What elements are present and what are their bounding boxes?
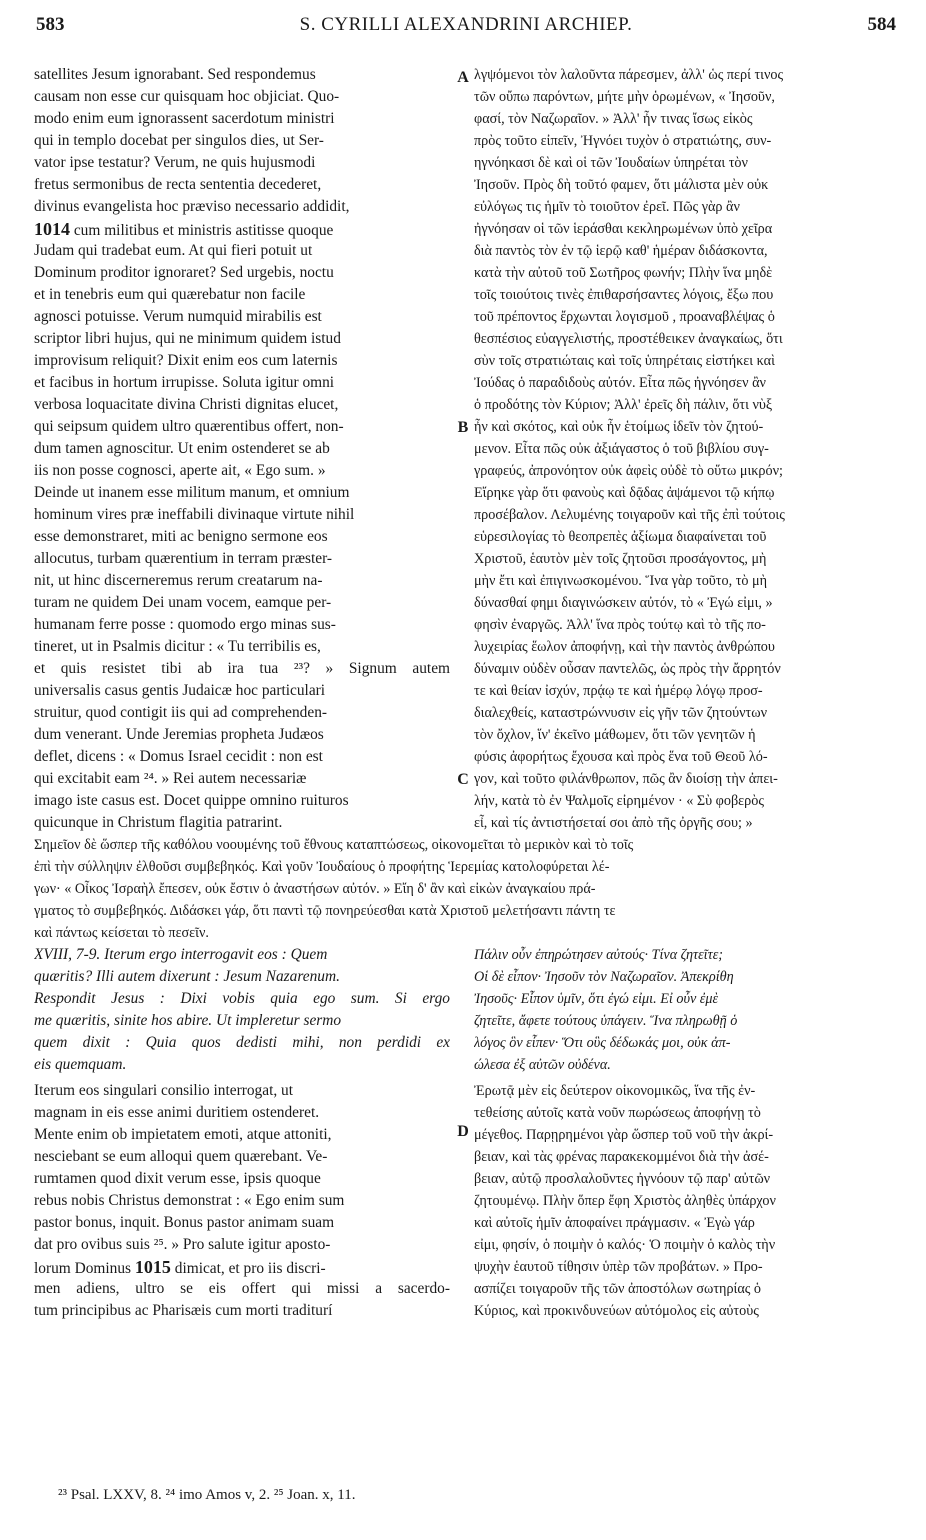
latin-text-line: Mente enim ob impietatem emoti, atque attoniti, [34,1126,332,1143]
latin-text-line: tum principibus ac Pharisæis cum morti traditurí [34,1302,333,1319]
greek-text-line: Ἰησοῦν. Πρὸς δὴ τοῦτό φαμεν, ὅτι μάλιστα μὲν οὐκ [474,177,769,193]
latin-text-line: pastor bonus, inquit. Bonus pastor animam suam [34,1214,335,1231]
greek-lemma-line: ζητεῖτε, ἄφετε τούτους ὑπάγειν. Ἵνα πληρωθῇ ὁ [474,1013,738,1029]
greek-text-line: ψυχὴν ἑαυτοῦ τίθησιν ὑπὲρ τῶν προβάτων. » Προ- [474,1259,763,1275]
greek-lemma-line: Πάλιν οὖν ἐπηρώτησεν αὐτούς· Τίνα ζητεῖτε; [474,947,724,963]
latin-text-line: struitur, quod contigit iis qui ad comprehenden- [34,704,328,721]
latin-text-line: allocutus, turbam quærentium in terram præster- [34,550,333,567]
greek-text-line: Σημεῖον δὲ ὥσπερ τῆς καθόλου νοουμένης τοῦ ἔθνους καταπτώσεως, οἰκονομεῖται τὸ μερικὸν καὶ τὸ τοῖς [34,837,634,853]
greek-text-line: Εἴρηκε γὰρ ὅτι φανοὺς καὶ δᾷδας ἀψάμενοι τῷ κήπῳ [474,485,775,501]
greek-lemma [474,944,898,1076]
latin-text-line: nesciebant se eum alloqui quem quærebant. Ve- [34,1148,328,1165]
latin-text-line: dum venerant. Unde Jeremias propheta Judæos [34,726,324,743]
latin-text-line: turam ne quidem Dei unam vocem, eamque per- [34,594,332,611]
latin-column-lower [34,1080,452,1322]
latin-text-line: men adiens, ultro se eis offert qui missi a sacerdo- [34,1280,450,1297]
latin-text-line: fretus sermonibus de recta sententia decederet, [34,176,322,193]
greek-text-line: γματος τὸ συμβεβηκός. Διδάσκει γάρ, ὅτι παντὶ τῷ πονηρεύεσθαι κατὰ Χριστοῦ μελετήσαντι πάντη τε [34,903,616,919]
greek-text-line: τε καὶ θείαν ἰσχύν, πρᾴῳ τε καὶ ἡμέρῳ λόγῳ προσ- [474,683,763,699]
greek-text-line: δύνασθαί φημι διαγινώσκειν αὐτόν, τὸ « Ἐγώ εἰμι, » [474,595,773,611]
greek-text-line: γραφεύς, ἀπρονόητον οὐκ ἀφεὶς οὐδὲ τὸ οὕτω μικρόν; [474,463,783,479]
latin-lemma [34,944,452,1076]
greek-column-lower [474,1080,898,1322]
latin-text-line: qui seipsum quidem ultro quærentibus offert, non- [34,418,344,435]
latin-text-line: Judam qui tradebat eum. At qui fieri potuit ut [34,242,313,259]
greek-text-line: φύσις ἀφορήτως ἔχουσα καὶ πρὸς ἕνα τοῦ Θεοῦ λό- [474,749,768,765]
greek-text-line: Ἰούδας ὁ παραδιδοὺς αὐτόν. Εἶτα πῶς ἠγνόησεν ἂν [474,375,766,391]
greek-text-line: εὑρεσιλογίας τὸ θεοπρεπὲς ἀξίωμα διαφαίνεται τοῦ [474,529,767,545]
greek-lemma-line: ώλεσα ἐξ αὐτῶν οὐδένα. [474,1057,611,1073]
latin-text-line: qui in templo docebat per singulos dies, ut Ser- [34,132,324,149]
page-header [36,14,896,40]
margin-marker-d: D [457,1123,469,1140]
latin-text-line: 1014 cum militibus et ministris astitisse quoque [34,219,334,239]
greek-text-line: προσέβαλον. Λελυμένης τοιγαροῦν καὶ τῆς ἐπὶ τούτοις [474,507,785,523]
latin-text-line: qui excitabit eam ²⁴. » Rei autem necessariæ [34,770,307,787]
latin-text-line: improvisum reliquit? Dixit enim eos cum laternis [34,352,338,369]
latin-text-line: et quis resistet tibi ab ira tua ²³? » Signum autem [34,660,450,677]
greek-full-width-paragraph [34,834,896,944]
latin-text-line: rumtamen quod dixit verum esse, ipsis quoque [34,1170,321,1187]
latin-text-line: et in tenebris eum qui quærebatur non facile [34,286,306,303]
column-number: 1015 [134,1257,171,1277]
greek-text-line: μενον. Εἶτα πῶς οὐκ ἀξιάγαστος ὁ τοῦ βιβλίου συγ- [474,441,769,457]
latin-text-line: agnosci potuisse. Verum numquid mirabilis est [34,308,322,325]
greek-text-line: διαλεχθείς, καταστρώννυσιν εἰς γῆν τῶν ζητούντων [474,705,768,721]
greek-text-line: δύναμιν οὐδὲν οὖσαν παντελῶς, ὡς πρὸς τὴν ἄρρητόν [474,661,781,677]
greek-text-line: εἰμι, φησίν, ὁ ποιμὴν ὁ καλός· Ὁ ποιμὴν ὁ καλὸς τὴν [474,1237,776,1253]
latin-column-upper [34,64,452,834]
greek-text-line: λήν, κατὰ τὸ ἐν Ψαλμοῖς εἰρημένον · « Σὺ φοβερὸς [474,793,764,809]
greek-text-line: τὸν ὄχλον, ἵν' ἐκεῖνο μάθωμεν, ὅτι τῶν γενητῶν ἡ [474,727,756,743]
latin-text-line: lorum Dominus 1015 dimicat, et pro iis discri- [34,1257,326,1277]
latin-text-line: satellites Jesum ignorabant. Sed respondemus [34,66,316,83]
latin-text-line: rebus nobis Christus demonstrat : « Ego enim sum [34,1192,345,1209]
latin-text-line: imago iste casus est. Docet quippe omnino ruituros [34,792,349,809]
latin-text-line: esse demonstraret, miti ac benigno sermone eos [34,528,328,545]
greek-text-line: Χριστοῦ, ἑαυτὸν μὲν τοῖς ζητοῦσι προσάγοντος, μὴ [474,551,767,567]
greek-text-line: τοῦ πρέποντος ἔρχωνται λογισμοῦ , προαναβλέψας ὁ [474,309,775,325]
margin-marker-a: A [457,69,469,86]
greek-text-line: εἶ, καὶ τίς ἀντιστήσεταί σοι ἀπὸ τῆς ὀργῆς σου; » [474,815,753,831]
greek-text-line: βειαν, αὐτῷ προσλαλοῦντες ἠγνόουν τῷ παρ' αὐτῶν [474,1171,771,1187]
latin-lemma-line: XVIII, 7-9. Iterum ergo interrogavit eos : Quem [34,946,328,963]
greek-text-line: γον, καὶ τοῦτο φιλάνθρωπον, πῶς ἂν διοίσῃ τὴν ἀπει- [474,771,778,787]
greek-lemma-line: λόγος ὃν εἶπεν· Ὅτι οὓς δέδωκάς μοι, οὐκ ἀπ- [474,1035,731,1051]
greek-text-line: ἦν καὶ σκότος, καὶ οὐκ ἦν ἑτοίμως ἰδεῖν τὸν ζητού- [474,419,764,435]
latin-lemma-line: quem dixit : Quia quos dedisti mihi, non perdidi ex [34,1034,450,1051]
latin-text-line: Dominum proditor ignoraret? Sed urgebis, noctu [34,264,334,281]
greek-text-line: ηγνόηκασι δὲ καὶ οἱ τῶν Ἰουδαίων ὑπηρέται τὸν [474,155,748,171]
latin-text-line: quicunque in Christum flagitia patrarint. [34,814,283,831]
greek-text-line: τοῖς τοιούτοις τινὲς ἐπιθαρσήσαντες λόγοις, ἔξω που [474,287,774,303]
latin-text-line: Deinde ut inanem esse militum manum, et omnium [34,484,350,501]
greek-text-line: φασί, τὸν Ναζωραῖον. » Ἀλλ' ἦν τινας ἴσως εἰκὸς [474,111,753,127]
latin-text-line: verbosa loquacitate divina Christi dignitas elucet, [34,396,339,413]
page-number-right: 584 [867,14,896,35]
latin-text-line: tineret, ut in Psalmis dicitur : « Tu terribilis es, [34,638,321,655]
running-title: S. CYRILLI ALEXANDRINI ARCHIEP. [299,14,633,35]
greek-text-line: σὺν τοῖς στρατιώταις καὶ τοῖς ὑπηρέταις εἱστήκει καὶ [474,353,775,369]
latin-text-line: nit, ut hinc discerneremus rerum creatarum na- [34,572,323,589]
footnotes: ²³ Psal. LXXV, 8. ²⁴ imo Amos v, 2. ²⁵ Joan. x, 11. [58,1487,356,1503]
greek-text-line: Κύριος, καὶ προκινδυνεύων αὐτόμολος εἰς αὐτοὺς [474,1303,759,1319]
greek-lemma-line: Ἰησοῦς· Εἶπον ὑμῖν, ὅτι ἐγώ εἰμι. Εἰ οὖν ἐμὲ [474,991,719,1007]
latin-lemma-line: Respondit Jesus : Dixi vobis quia ego sum. Si ergo [34,990,450,1007]
latin-text-line: iis non posse cognosci, aperte ait, « Ego sum. » [34,462,326,479]
greek-text-line: θεσπέσιος εὐαγγελιστής, προστέθεικεν ἀναγκαίως, ὅτι [474,331,783,347]
greek-text-line: μὴν ἔτι καὶ ἐπιγινωσκομένου. Ἵνα γὰρ τοῦτο, τὸ μὴ [474,573,768,589]
latin-text-line: hominum vires præ ineffabili divinaque virtute nihil [34,506,355,523]
latin-text-line: modo enim eum ignorassent sacerdotum ministri [34,110,335,127]
greek-text-line: μέγεθος. Παρῃρημένοι γὰρ ὥσπερ τοῦ νοῦ τὴν ἀκρί- [474,1127,774,1143]
greek-column-upper [474,64,898,834]
greek-lemma-line: Οἱ δὲ εἶπον· Ἰησοῦν τὸν Ναζωραῖον. Ἀπεκρίθη [474,969,734,985]
greek-text-line: λγψόμενοι τὸν λαλοῦντα πάρεσμεν, ἀλλ' ὡς περί τινος [474,67,784,83]
margin-marker-c: C [457,771,469,788]
greek-text-line: καὶ αὐτοῖς ἡμῖν ἀποφαίνει πράγμασιν. « Ἐγὼ γάρ [474,1215,755,1231]
greek-text-line: τεθείσης αὐτοῖς κατὰ νοῦν πωρώσεως ἀποφήνῃ τὸ [474,1105,761,1121]
latin-text-line: deflet, dicens : « Domus Israel cecidit : non est [34,748,323,765]
greek-text-line: ζητουμένῳ. Πλὴν ὅπερ ἔφη Χριστὸς ἀληθὲς ὑπάρχον [474,1193,776,1209]
latin-text-line: vator ipse testatur? Verum, ne quis hujusmodi [34,154,316,171]
latin-lemma-line: quæritis? Illi autem dixerunt : Jesum Nazarenum. [34,968,340,985]
latin-text-line: dum tamen agnoscitur. Ut enim ostenderet se ab [34,440,330,457]
latin-text-line: causam non esse cur quisquam hoc objiciat. Quo- [34,88,340,105]
greek-text-line: καὶ πάντως κείσεται τὸ πεσεῖν. [34,925,209,941]
latin-lemma-line: me quæritis, sinite hos abire. Ut impleretur sermo [34,1012,342,1029]
greek-text-line: τῶν οὔπω παρόντων, μήτε μὴν ὁρωμένων, « Ἰησοῦν, [474,89,775,105]
greek-text-line: ἐπὶ τὴν σύλληψιν ἐλθοῦσι συμβεβηκός. Καὶ γοῦν Ἰουδαίους ὁ προφήτης Ἱερεμίας κατολοφύρεται λέ- [34,859,610,875]
greek-text-line: διὰ παντὸς τὸν ἐν τῷ ἱερῷ καθ' ἡμέραν διδάσκοντα, [474,243,768,259]
latin-text-line: universalis casus gentis Judaicæ hoc particulari [34,682,326,699]
latin-text-line: humanam ferre posse : quomodo ergo minas sus- [34,616,336,633]
greek-text-line: βειαν, καὶ τὰς φρένας παρακεκομμένοι διὰ τὴν ἀσέ- [474,1149,769,1165]
greek-text-line: λυχειρίας ἕωλον ἀποφήνῃ, καὶ τὴν παντὸς ἀνθρώπου [474,639,775,655]
greek-text-line: ἠγνόησαν οἱ τῶν ἱεράσθαι κεκληρωμένων ὑπὸ χεῖρα [474,221,773,237]
greek-text-line: εὐλόγως τις ἡμῖν τὸ τοιοῦτον ἐρεῖ. Πῶς γὰρ ἂν [474,199,740,215]
greek-text-line: φησὶν ἐναργῶς. Ἀλλ' ἵνα πρὸς τούτῳ καὶ τὸ τῆς πο- [474,617,766,633]
latin-text-line: divinus evangelista hoc præviso necessario addidit, [34,198,350,215]
latin-text-line: Iterum eos singulari consilio interrogat, ut [34,1082,294,1099]
greek-text-line: γων· « Οἶκος Ἰσραὴλ ἔπεσεν, οὐκ ἔστιν ὁ ἀναστήσων αὐτόν. » Εἴη δ' ἂν καὶ εἰκὼν ἀναγκαίου πρά- [34,881,596,897]
greek-text-line: πρὸς τοῦτο εἰπεῖν, Ἠγνόει τυχὸν ὁ στρατιώτης, συν- [474,133,772,149]
latin-text-line: scriptor libri hujus, qui ne minimum quidem istud [34,330,341,347]
latin-text-line: dat pro ovibus suis ²⁵. » Pro salute igitur aposto- [34,1236,331,1253]
page-number-left: 583 [36,14,65,35]
greek-text-line: κατὰ τὴν αὐτοῦ τοῦ Σωτῆρος φωνήν; Πλὴν ἵνα μηδὲ [474,265,773,281]
latin-text-line: et facibus in hortum irrupisse. Soluta igitur omni [34,374,335,391]
column-number: 1014 [34,219,70,239]
margin-marker-b: B [457,419,469,436]
greek-text-line: ασπίζει τοιγαροῦν τῆς τῶν ἀποστόλων σωτηρίας ὁ [474,1281,762,1297]
greek-text-line: ὁ προδότης τὸν Κύριον; Ἀλλ' ἐρεῖς δὴ πάλιν, ὅτι νὺξ [474,397,773,413]
latin-lemma-line: eis quemquam. [34,1056,127,1073]
greek-text-line: Ἐρωτᾷ μὲν εἰς δεύτερον οἰκονομικῶς, ἵνα τῆς ἐν- [474,1083,756,1099]
latin-text-line: magnam in eis esse animi duritiem ostenderet. [34,1104,320,1121]
